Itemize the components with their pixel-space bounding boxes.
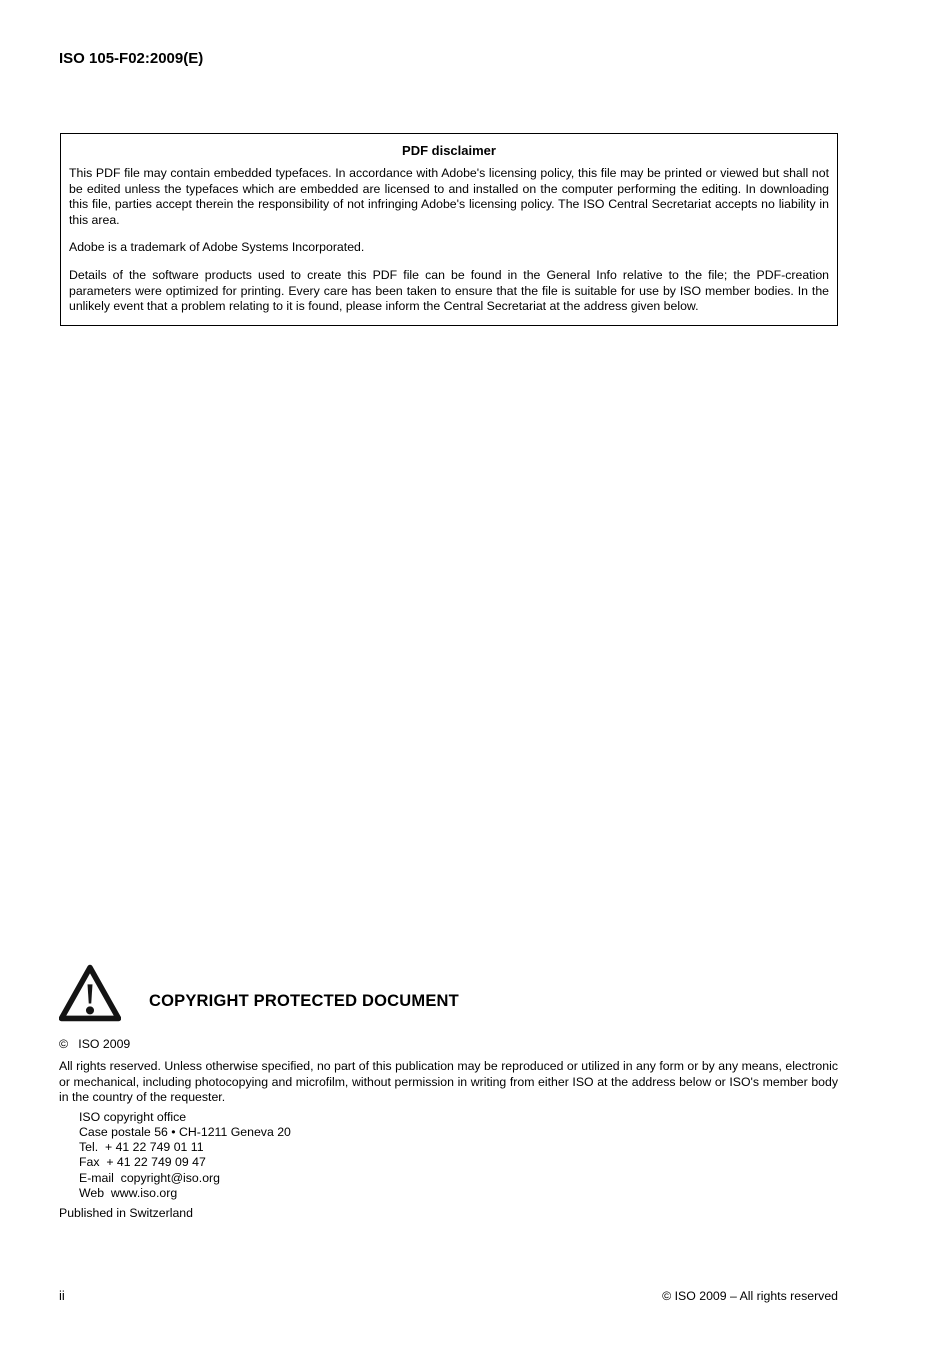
address-line-tel: Tel. + 41 22 749 01 11 [79,1140,204,1155]
copyright-protected-heading: COPYRIGHT PROTECTED DOCUMENT [149,992,459,1010]
address-line-office: ISO copyright office [79,1109,187,1124]
document-reference-header: ISO 105-F02:2009(E) [59,50,204,67]
pdf-disclaimer-title: PDF disclaimer [402,143,496,158]
disclaimer-paragraph: This PDF file may contain embedded typefaces. In accordance with Adobe's licensing policy, this file may be printed or viewed but shall not be edited unless the typefaces which are embedded are licensed to and installed on the computer performing the editing. In downloading this file, parties accept therein the responsibility of not infringing Adobe's licensing policy. The ISO Central Secretariat accepts no liability in this area. [69,166,829,227]
disclaimer-paragraph: Adobe is a trademark of Adobe Systems Incorporated. [69,240,365,255]
address-line-email: E-mail copyright@iso.org [79,1170,220,1185]
pdf-disclaimer-box [60,133,838,326]
disclaimer-paragraph: Details of the software products used to create this PDF file can be found in the General Info relative to the file; the PDF-creation parameters were optimized for printing. Every care has been taken to ensure that the file is suitable for use by ISO member bodies. In the unlikely event that a problem relating to it is found, please inform the Central Secretariat at the address given below. [69,267,829,314]
address-line-fax: Fax + 41 22 749 09 47 [79,1155,206,1170]
warning-triangle-icon [59,963,121,1023]
iso-address-block [79,1110,838,1201]
footer-copyright-text: © ISO 2009 – All rights reserved [662,1289,838,1303]
address-line-postal: Case postale 56 • CH-1211 Geneva 20 [79,1124,291,1139]
address-line-web: Web www.iso.org [79,1185,178,1200]
copyright-header-row [59,963,838,1023]
copyright-notice: © ISO 2009 [59,1037,131,1051]
published-in-text: Published in Switzerland [59,1206,193,1220]
all-rights-reserved-text: All rights reserved. Unless otherwise specified, no part of this publication may be reproduced or utilized in any form or by any means, electronic or mechanical, including photocopying and microfilm, without permission in writing from either ISO at the address below or ISO's member body in the country of the requester. [59,1059,838,1105]
page-number: ii [59,1288,65,1303]
page-footer [59,1288,838,1303]
copyright-section [59,963,838,1220]
